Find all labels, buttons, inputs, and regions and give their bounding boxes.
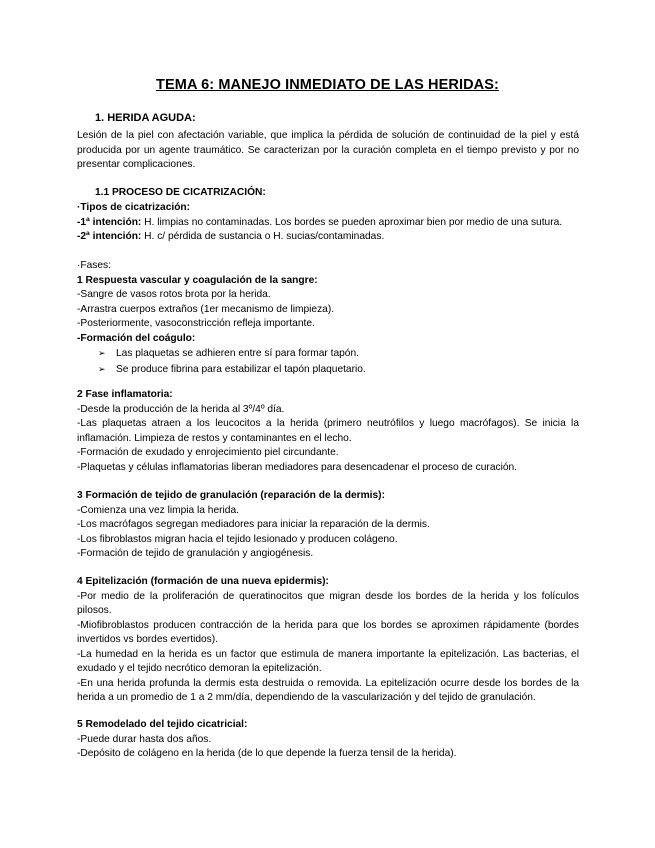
page-title: TEMA 6: MANEJO INMEDIATO DE LAS HERIDAS: <box>156 77 499 93</box>
coagulo-label: -Formación del coágulo: <box>77 332 196 344</box>
section-paragraph: Lesión de la piel con afectación variable, que implica la pérdida de solución de continuidad de la piel y está producida por un agente traumático. Se caracterizan por la curación completa en el tiempo previsto y por no presentar complicaciones. <box>77 130 579 170</box>
tipos-cicatrizacion <box>77 201 579 245</box>
fase4-paragraph: -Por medio de la proliferación de queratinocitos que migran desde los bordes de la herida y los folículos pilosos. <box>77 590 579 616</box>
fase3-line: -Los fibroblastos migran hacia el tejido lesionado y producen colágeno. <box>77 533 398 545</box>
fase4-paragraph: -Miofibroblastos producen contracción de la herida para que los bordes se aproximen rápidamente (bordes invertidos vs bordes evertidos). <box>77 619 579 645</box>
section-herida-aguda <box>77 111 579 126</box>
bullet-item: ➢ Se produce fibrina para estabilizar el tapón plaquetario. <box>98 363 366 375</box>
fase5-line: -Depósito de colágeno en la herida (de lo que depende la fuerza tensil de la herida). <box>77 748 457 759</box>
fase2-line: -Desde la producción de la herida al 3º/4º día. <box>77 403 285 415</box>
fase2-line: -Plaquetas y células inflamatorias liberan mediadores para desencadenar el proceso de curación. <box>77 461 518 473</box>
fase3-line: -Los macrófagos segregan mediadores para iniciar la reparación de la dermis. <box>77 519 430 530</box>
primera-intencion: -1ª intención: H. limpias no contaminadas. Los bordes se pueden aproximar bien por medio de una sutura. <box>77 216 563 228</box>
fase4-heading: 4 Epitelización (formación de una nueva epidermis): <box>77 576 329 587</box>
fase4-paragraph: -En una herida profunda la dermis esta destruida o removida. La epitelización ocurre desde los bordes de la herida a un promedio de 1 a 2 mm/día, dependiendo de la vascularización y del tejido de granulación. <box>77 677 579 703</box>
fase1-heading: 1 Respuesta vascular y coagulación de la sangre: <box>77 274 318 286</box>
fase2-line: -Formación de exudado y enrojecimiento piel circundante. <box>77 447 339 458</box>
fase5-heading: 5 Remodelado del tejido cicatricial: <box>77 719 248 730</box>
tipos-label: ·Tipos de cicatrización: <box>77 202 191 213</box>
segunda-intencion: -2ª intención: H. c/ pérdida de sustancia o H. sucias/contaminadas. <box>77 231 385 242</box>
bullet-item: ➢ Las plaquetas se adhieren entre sí para formar tapón. <box>98 348 359 359</box>
section-heading: 1. HERIDA AGUDA: <box>95 112 196 124</box>
fase5-line: -Puede durar hasta dos años. <box>77 733 212 745</box>
fase3-line: -Formación de tejido de granulación y angiogénesis. <box>77 548 314 559</box>
fase4-block <box>77 575 579 706</box>
fase3-heading: 3 Formación de tejido de granulación (reparación de la dermis): <box>77 490 385 501</box>
fase2-block <box>77 388 579 475</box>
fase1-line: -Arrastra cuerpos extraños (1er mecanismo de limpieza). <box>77 303 335 315</box>
subsection-heading: 1.1 PROCESO DE CICATRIZACIÓN: <box>95 187 266 198</box>
fases-block <box>77 259 579 377</box>
fase1-line: -Posteriormente, vasoconstricción refleja importante. <box>77 318 315 329</box>
fases-label: ·Fases: <box>77 260 111 271</box>
fase2-paragraph: -Las plaquetas atraen a los leucocitos a la herida (primero neutrófilos y luego macrófagos). Se inicia la inflamación. Limpieza de restos y contaminantes en el lecho. <box>77 418 579 444</box>
fase3-block <box>77 489 579 562</box>
fase5-block <box>77 718 579 762</box>
fase2-heading: 2 Fase inflamatoria: <box>77 389 173 400</box>
fase3-line: -Comienza una vez limpia la herida. <box>77 504 239 516</box>
fase4-paragraph: -La humedad en la herida es un factor que estimula de manera importante la epitelización. Las bacterias, el exudado y el tejido necrótico demoran la epitelización. <box>77 648 579 674</box>
arrow-bullet-icon: ➢ <box>98 348 106 358</box>
fase1-line: -Sangre de vasos rotos brota por la herida. <box>77 289 271 300</box>
arrow-bullet-icon: ➢ <box>98 363 106 374</box>
